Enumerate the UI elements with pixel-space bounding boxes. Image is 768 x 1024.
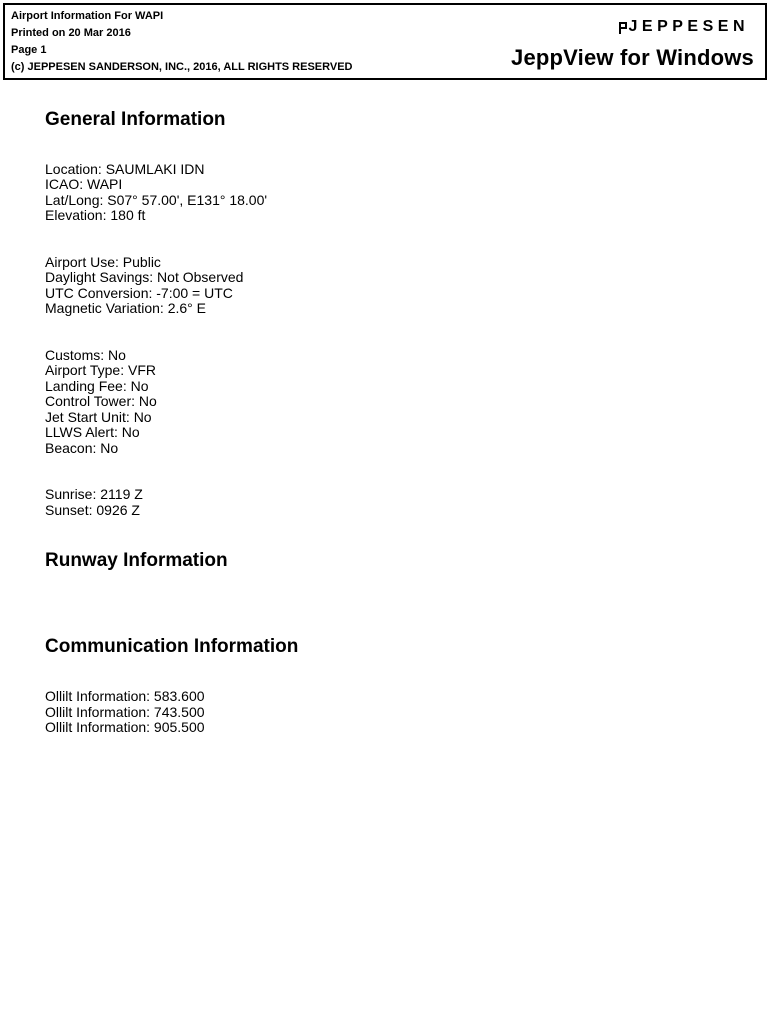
jet-start-unit-text: Jet Start Unit: No [45, 409, 152, 425]
communication-item: Ollilt Information: 905.500 [45, 719, 205, 735]
icao-text: ICAO: WAPI [45, 176, 123, 192]
llws-alert-text: LLWS Alert: No [45, 424, 140, 440]
sunrise-text: Sunrise: 2119 Z [45, 486, 143, 502]
airport-type-text: Airport Type: VFR [45, 362, 157, 378]
header-copyright: (c) JEPPESEN SANDERSON, INC., 2016, ALL RIGHTS RESERVED [11, 61, 353, 73]
brand-name: JEPPESEN [628, 18, 749, 35]
control-tower-text: Control Tower: No [45, 393, 157, 409]
customs-text: Customs: No [45, 347, 126, 363]
daylight-savings-text: Daylight Savings: Not Observed [45, 269, 244, 285]
jeppesen-brand [619, 18, 749, 36]
elevation-text: Elevation: 180 ft [45, 207, 146, 223]
airport-use-text: Airport Use: Public [45, 254, 161, 270]
header-page-number: Page 1 [11, 44, 47, 56]
beacon-text: Beacon: No [45, 440, 119, 456]
sunset-text: Sunset: 0926 Z [45, 502, 140, 518]
jeppesen-logo-icon [619, 21, 628, 35]
header-printed-date: Printed on 20 Mar 2016 [11, 27, 131, 39]
document-header [3, 3, 767, 80]
communication-item: Ollilt Information: 743.500 [45, 704, 205, 720]
runway-information-heading: Runway Information [45, 550, 228, 571]
location-text: Location: SAUMLAKI IDN [45, 161, 205, 177]
general-information-heading: General Information [45, 109, 226, 130]
latlong-text: Lat/Long: S07° 57.00', E131° 18.00' [45, 192, 268, 208]
communication-information-heading: Communication Information [45, 636, 299, 657]
magnetic-variation-text: Magnetic Variation: 2.6° E [45, 300, 206, 316]
communication-item: Ollilt Information: 583.600 [45, 688, 205, 704]
header-title: Airport Information For WAPI [11, 10, 164, 22]
product-title: JeppView for Windows [511, 45, 754, 70]
landing-fee-text: Landing Fee: No [45, 378, 149, 394]
utc-conversion-text: UTC Conversion: -7:00 = UTC [45, 285, 233, 301]
